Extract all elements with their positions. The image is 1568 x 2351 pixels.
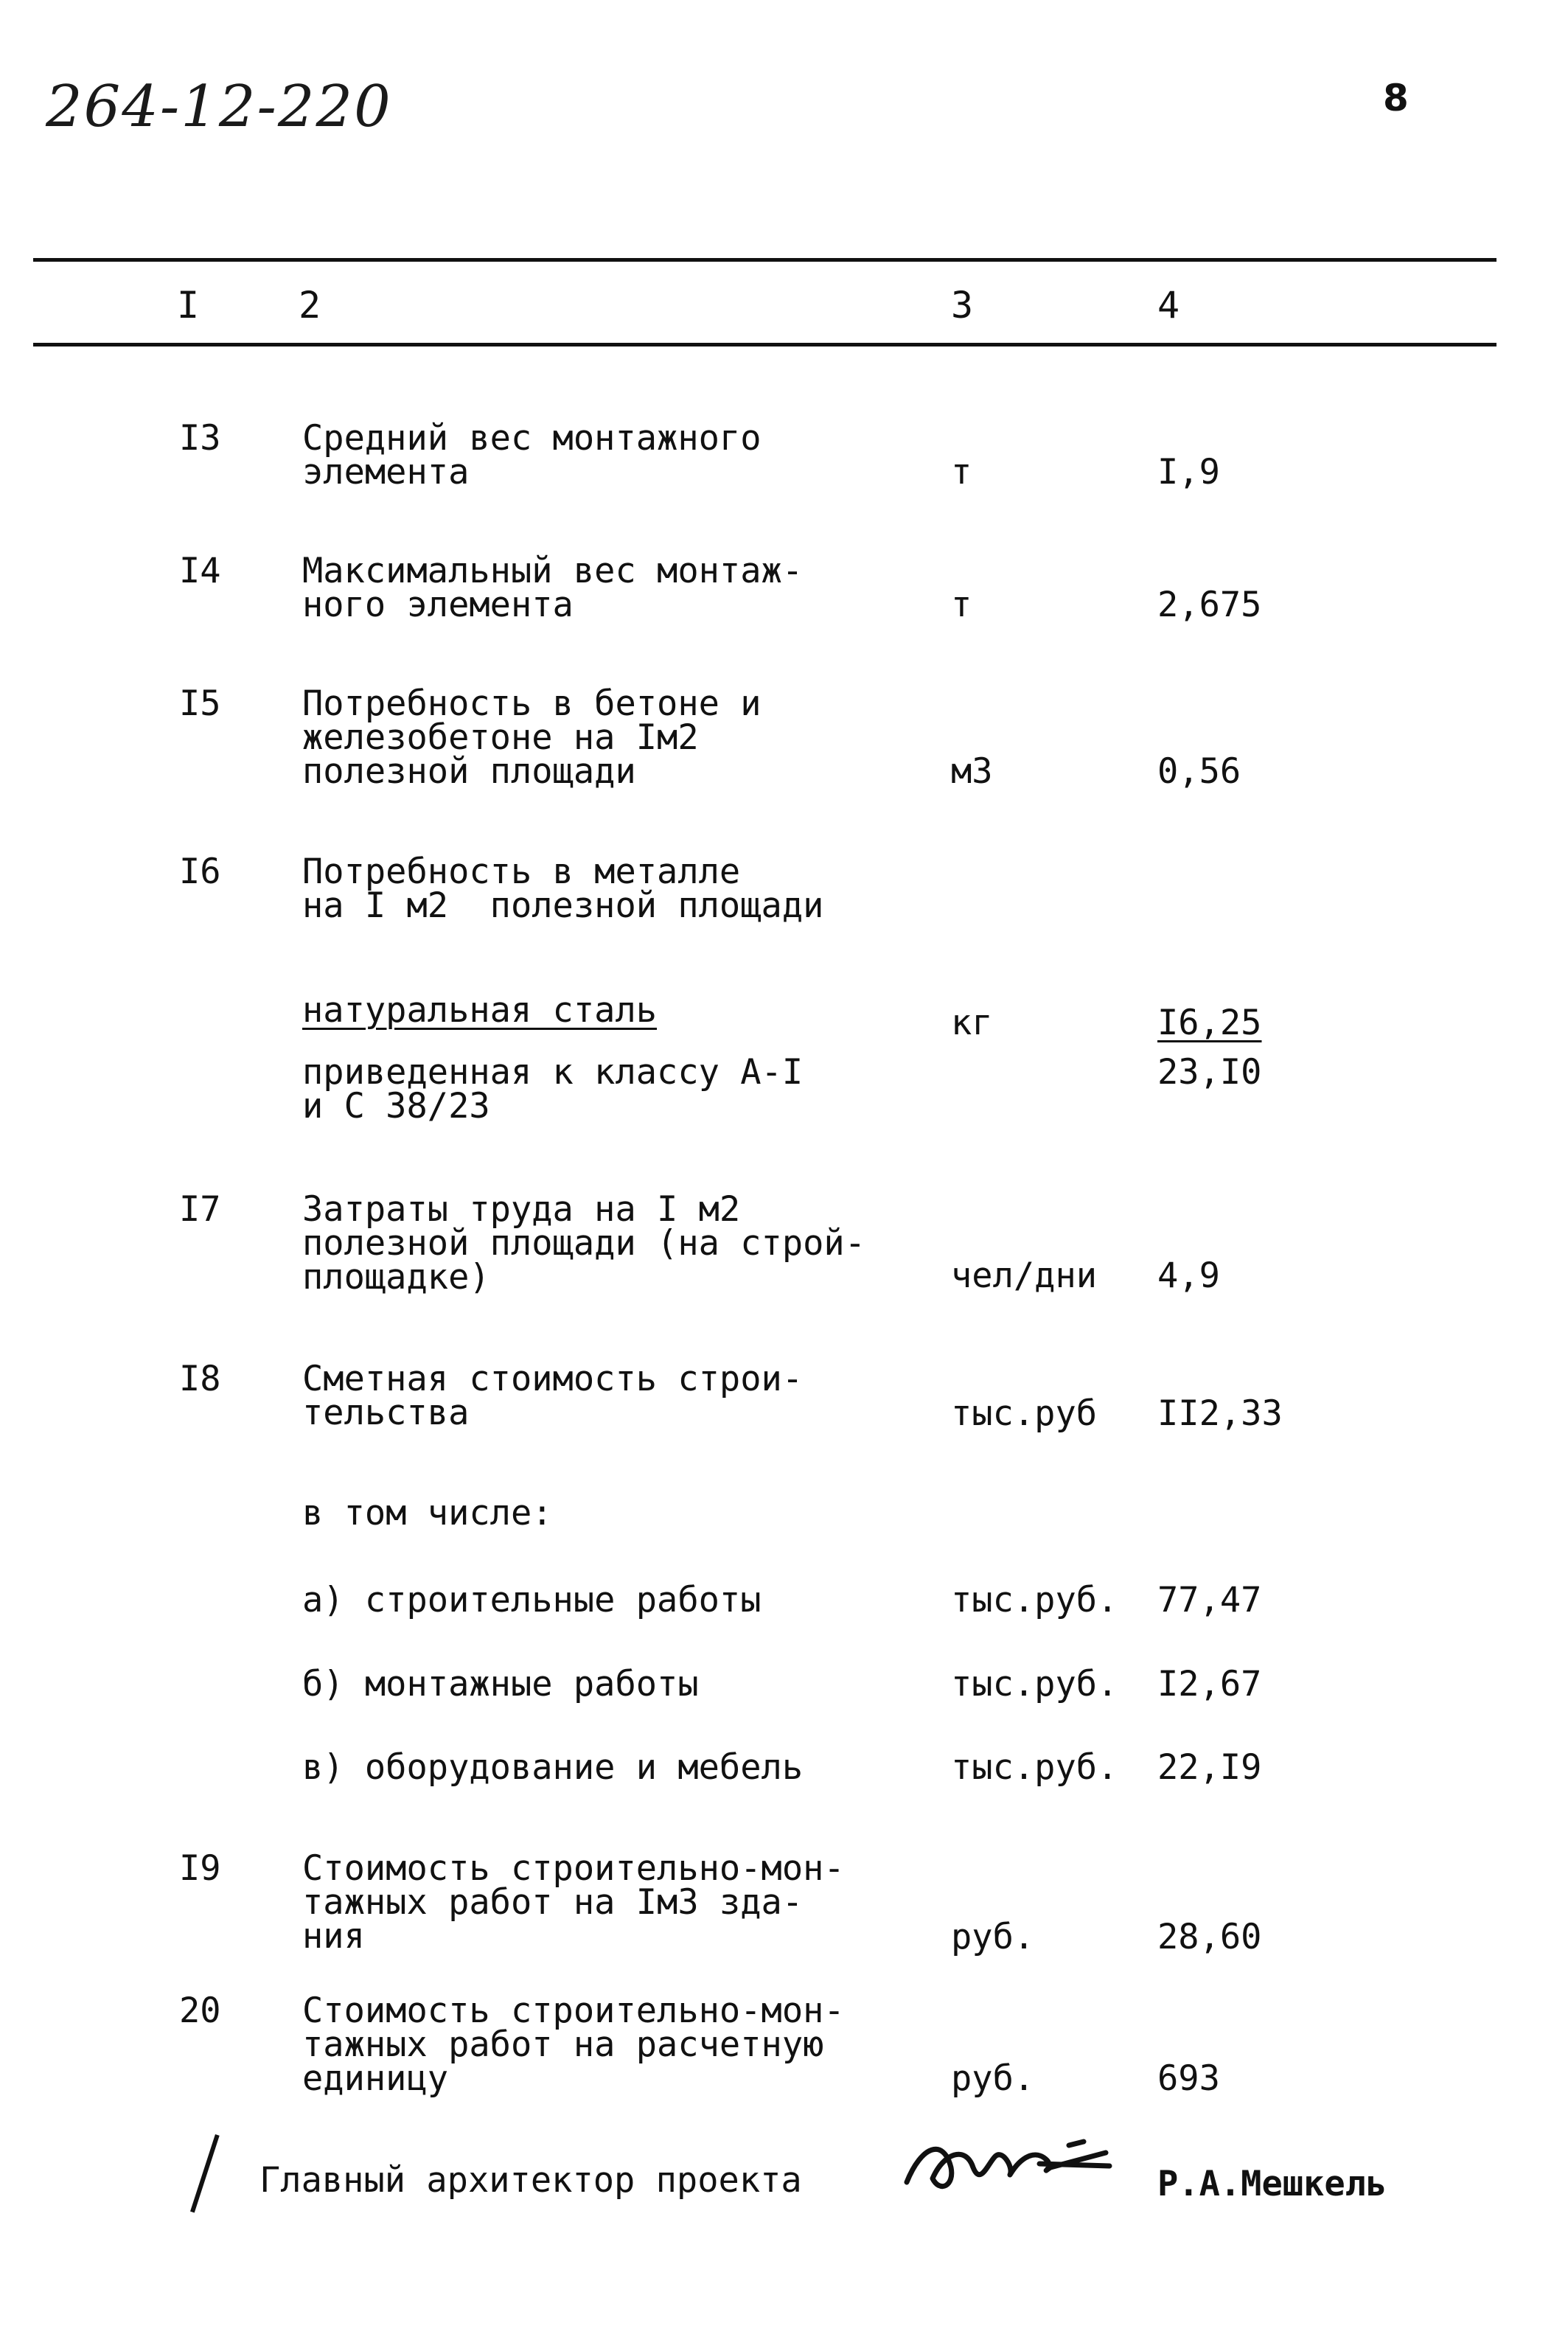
row-unit: т bbox=[951, 452, 972, 492]
handwritten-signature bbox=[899, 2123, 1121, 2204]
row-value: 23,I0 bbox=[1157, 1052, 1262, 1093]
row-unit: м3 bbox=[951, 751, 993, 792]
row-unit: тыс.руб. bbox=[951, 1580, 1118, 1620]
column-header-1: I bbox=[177, 284, 200, 327]
page-number: 8 bbox=[1383, 77, 1409, 119]
signature-name: Р.А.Мешкель bbox=[1157, 2164, 1387, 2204]
row-number: I6 bbox=[179, 851, 221, 892]
row-description: Потребность в металле на I м2 полезной площади bbox=[302, 851, 824, 926]
row-unit: кг bbox=[951, 1003, 993, 1043]
row-value: 28,60 bbox=[1157, 1917, 1262, 1957]
row-description: Сметная стоимость строи- тельства bbox=[302, 1359, 804, 1433]
row-number: I4 bbox=[179, 551, 221, 591]
row-description: Потребность в бетоне и железобетоне на Iм2 полезной площади bbox=[302, 683, 762, 792]
row-value: 693 bbox=[1157, 2058, 1220, 2099]
row-unit: руб. bbox=[951, 2058, 1035, 2099]
row-value: I2,67 bbox=[1157, 1664, 1262, 1704]
row-unit: тыс.руб bbox=[951, 1393, 1098, 1434]
row-value: 4,9 bbox=[1157, 1255, 1220, 1296]
row-number: I8 bbox=[179, 1359, 221, 1399]
table-header-rule bbox=[33, 343, 1496, 346]
row-number: I5 bbox=[179, 683, 221, 724]
row-value: 2,675 bbox=[1157, 585, 1262, 625]
row-description: Стоимость строительно-мон- тажных работ на Iм3 зда- ния bbox=[302, 1848, 845, 1957]
row-value: II2,33 bbox=[1157, 1393, 1283, 1434]
row-number: 20 bbox=[179, 1990, 221, 2031]
document-code: 264-12-220 bbox=[46, 74, 392, 140]
row-description: Средний вес монтажного элемента bbox=[302, 418, 762, 492]
column-header-4: 4 bbox=[1157, 284, 1180, 327]
row-value: 0,56 bbox=[1157, 751, 1241, 792]
row-description: а) строительные работы bbox=[302, 1580, 762, 1620]
column-header-3: 3 bbox=[951, 284, 974, 327]
row-description: Стоимость строительно-мон- тажных работ на расчетную единицу bbox=[302, 1990, 845, 2099]
row-number: I9 bbox=[179, 1848, 221, 1889]
row-unit: чел/дни bbox=[951, 1255, 1098, 1296]
row-unit: руб. bbox=[951, 1917, 1035, 1957]
row-description: в том числе: bbox=[302, 1493, 553, 1533]
row-unit: тыс.руб. bbox=[951, 1747, 1118, 1788]
row-description: в) оборудование и мебель bbox=[302, 1747, 804, 1788]
signature-title: Главный архитектор проекта bbox=[259, 2160, 802, 2201]
row-description: Максимальный вес монтаж- ного элемента bbox=[302, 551, 804, 625]
column-header-2: 2 bbox=[299, 284, 321, 327]
row-value: 77,47 bbox=[1157, 1580, 1262, 1620]
row-number: I7 bbox=[179, 1189, 221, 1230]
row-description: натуральная сталь bbox=[302, 990, 658, 1031]
row-unit: тыс.руб. bbox=[951, 1664, 1118, 1704]
row-number: I3 bbox=[179, 418, 221, 459]
row-description: б) монтажные работы bbox=[302, 1664, 699, 1704]
row-description: приведенная к классу А-I и С 38/23 bbox=[302, 1052, 804, 1126]
table-top-rule bbox=[33, 258, 1496, 262]
signature-slash-mark bbox=[190, 2134, 220, 2212]
row-unit: т bbox=[951, 585, 972, 625]
row-description: Затраты труда на I м2 полезной площади (на строй- площадке) bbox=[302, 1189, 866, 1298]
row-value: I6,25 bbox=[1157, 1003, 1262, 1043]
row-value: I,9 bbox=[1157, 452, 1220, 492]
row-value: 22,I9 bbox=[1157, 1747, 1262, 1788]
